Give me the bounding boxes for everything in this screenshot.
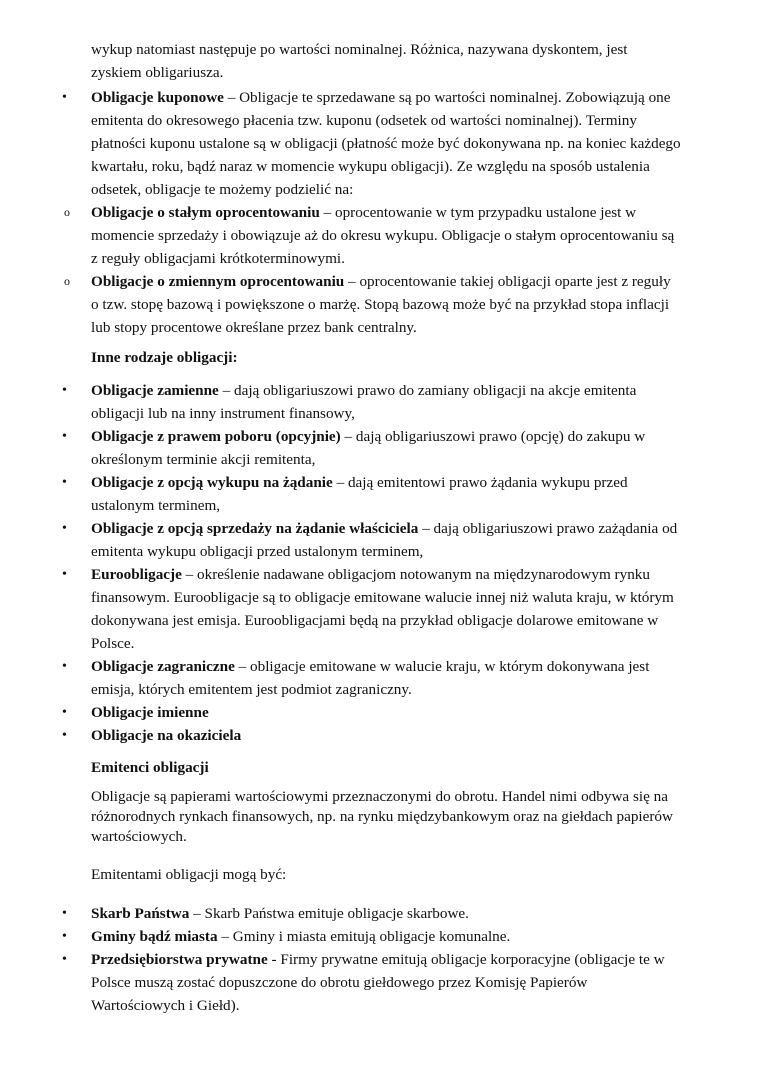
bullet-icon: • xyxy=(62,952,67,967)
bullet-icon: • xyxy=(62,521,67,536)
description: – dają obligariuszowi prawo zażądania od emitenta wykupu obligacji przed ustalonym terminem, xyxy=(91,520,678,560)
bullet-icon: • xyxy=(62,705,67,720)
term: Obligacje zagraniczne xyxy=(91,658,235,675)
list-item xyxy=(91,925,681,948)
bullet-icon: • xyxy=(62,567,67,582)
term: Obligacje kuponowe xyxy=(91,89,224,106)
section-heading-inne: Inne rodzaje obligacji: xyxy=(91,349,238,366)
section-heading-emitenci: Emitenci obligacji xyxy=(91,759,209,776)
list-item-zmienne-oprocentowanie xyxy=(91,270,681,339)
term: Obligacje zamienne xyxy=(91,382,219,399)
term: Obligacje imienne xyxy=(91,704,209,721)
description: – określenie nadawane obligacjom notowanym na międzynarodowym rynku finansowym. Euroobligacje są to obligacje emitowane walucie innej niż waluta kraju, w którym dokonywana jest emisja. Euroobligacjami będą na przykład obligacje dolarowe emitowane w Polsce. xyxy=(91,566,674,652)
list-item xyxy=(91,701,681,724)
bullet-icon: • xyxy=(62,659,67,674)
description: - Firmy prywatne emitują obligacje korporacyjne (obligacje te w Polsce muszą zostać dopuszczone do obrotu giełdowego przez Komisję Papierów Wartościowych i Giełd). xyxy=(91,951,665,1014)
list-item-kuponowe xyxy=(91,86,681,201)
list-item xyxy=(91,517,681,563)
list-item xyxy=(91,379,681,425)
description: – obligacje emitowane w walucie kraju, w którym dokonywana jest emisja, których emitentem jest podmiot zagraniczny. xyxy=(91,658,650,698)
bullet-icon: • xyxy=(62,383,67,398)
list-item xyxy=(91,724,681,747)
description: – oprocentowanie takiej obligacji oparte jest z reguły o tzw. stopę bazową i powiększone o marżę. Stopą bazową może być na przykład stopa inflacji lub stopy procentowe określane przez bank centralny. xyxy=(91,273,671,336)
term: Obligacje na okaziciela xyxy=(91,727,242,744)
list-item xyxy=(91,563,681,655)
term: Euroobligacje xyxy=(91,566,182,583)
list-item xyxy=(91,948,681,1017)
description: – Obligacje te sprzedawane są po wartości nominalnej. Zobowiązują one emitenta do okresowego płacenia tzw. kuponu (odsetek od wartości nominalnej). Terminy płatności kuponu ustalone są w obligacji (płatność może być dokonywana np. na koniec każdego kwartału, roku, bądź naraz w momencie wykupu obligacji). Ze względu na sposób ustalenia odsetek, obligacje te możemy podzielić na: xyxy=(91,89,681,198)
term: Przedsiębiorstwa prywatne xyxy=(91,951,268,968)
circle-bullet-icon: o xyxy=(64,205,70,219)
bullet-icon: • xyxy=(62,429,67,444)
description: – dają obligariuszowi prawo (opcję) do zakupu w określonym terminie akcji remitenta, xyxy=(91,428,646,468)
bullet-icon: • xyxy=(62,475,67,490)
bullet-icon: • xyxy=(62,90,67,105)
term: Obligacje o zmiennym oprocentowaniu xyxy=(91,273,345,290)
bullet-icon: • xyxy=(62,906,67,921)
list-item-stale-oprocentowanie xyxy=(91,201,681,270)
intro-continuation: wykup natomiast następuje po wartości nominalnej. Różnica, nazywana dyskontem, jest zyskiem obligariusza. xyxy=(91,41,628,81)
description: – Gminy i miasta emitują obligacje komunalne. xyxy=(217,928,511,945)
term: Obligacje z opcją sprzedaży na żądanie właściciela xyxy=(91,520,419,537)
emitenci-paragraph: Obligacje są papierami wartościowymi przeznaczonymi do obrotu. Handel nimi odbywa się na różnorodnych rynkach finansowych, np. na rynku międzybankowym oraz na giełdach papierów wartościowych. xyxy=(91,788,673,845)
bullet-icon: • xyxy=(62,929,67,944)
list-item xyxy=(91,425,681,471)
description: – dają obligariuszowi prawo do zamiany obligacji na akcje emitenta obligacji lub na inny instrument finansowy, xyxy=(91,382,637,422)
emitentami-intro: Emitentami obligacji mogą być: xyxy=(91,866,287,883)
term: Obligacje z opcją wykupu na żądanie xyxy=(91,474,333,491)
description: – Skarb Państwa emituje obligacje skarbowe. xyxy=(189,905,469,922)
term: Obligacje z prawem poboru (opcyjnie) xyxy=(91,428,341,445)
term: Gminy bądź miasta xyxy=(91,928,218,945)
circle-bullet-icon: o xyxy=(64,274,70,288)
description: – oprocentowanie w tym przypadku ustalone jest w momencie sprzedaży i obowiązuje aż do okresu wykupu. Obligacje o stałym oprocentowaniu są z reguły obligacjami krótkoterminowymi. xyxy=(91,204,675,267)
list-item xyxy=(91,902,681,925)
list-item xyxy=(91,471,681,517)
term: Skarb Państwa xyxy=(91,905,190,922)
description: – dają emitentowi prawo żądania wykupu przed ustalonym terminem, xyxy=(91,474,628,514)
term: Obligacje o stałym oprocentowaniu xyxy=(91,204,320,221)
bullet-icon: • xyxy=(62,728,67,743)
list-item xyxy=(91,655,681,701)
